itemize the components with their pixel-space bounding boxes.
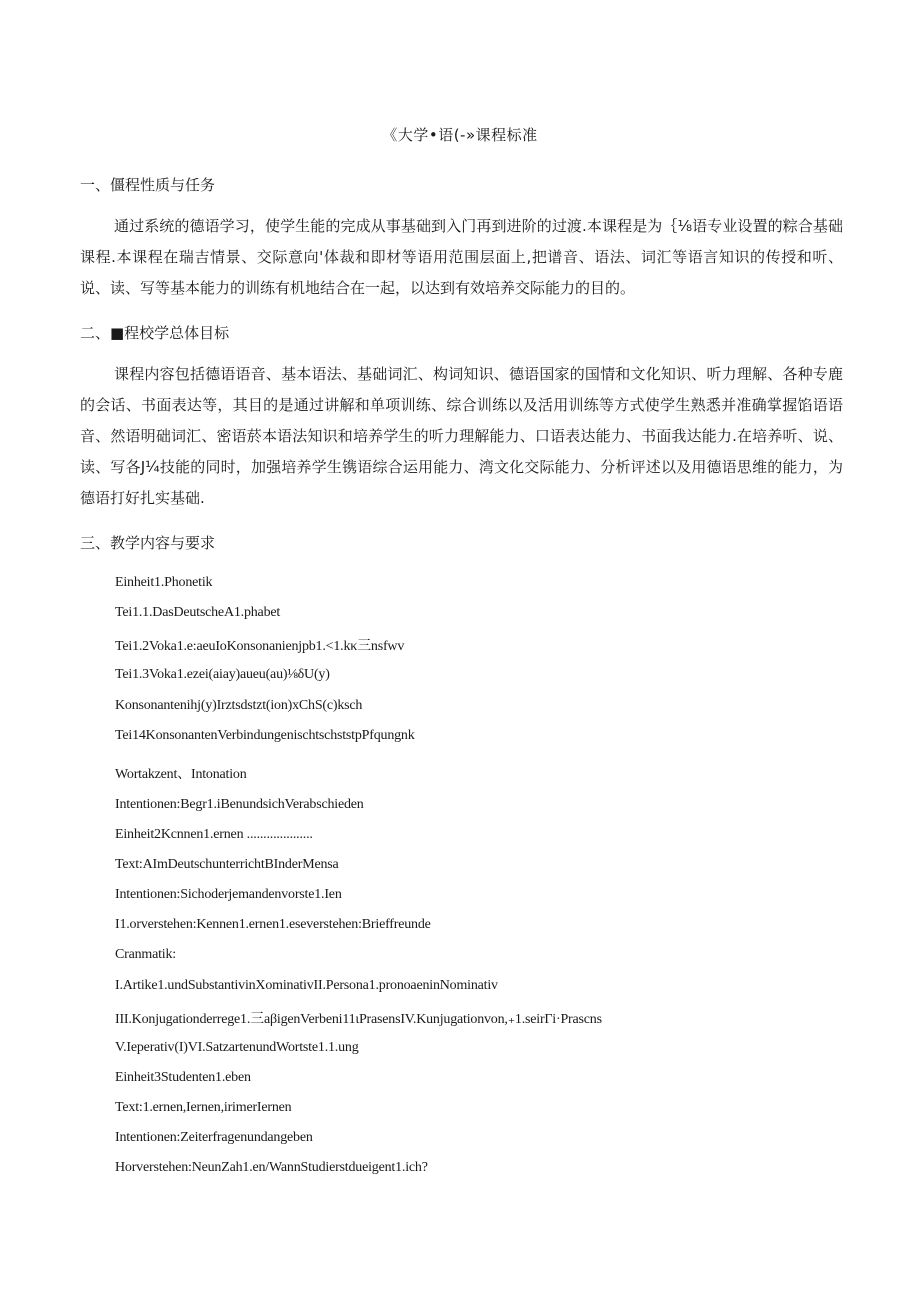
section-body-nature-tasks: 通过系统的德语学习，使学生能的完成从事基础到入门再到进阶的过渡.本课程是为｛⅛语专业设置的粽合基础课程.本课程在瑞吉情景、交际意向'体裁和即材等语用范围层面上,把谱音、语法、词汇等语言知识的传授和听、说、读、写等基本能力的训练有机地结合在一起，以达到有效培养交际能力的目的。 — [80, 217, 843, 297]
content-line: V.Ieperativ(I)VI.SatzartenundWortste1.1.ung — [115, 1040, 359, 1055]
content-line: Einheit3Studenten1.eben — [115, 1070, 251, 1085]
section-body-overall-goals: 课程内容包括德语语音、基本语法、基础词汇、构词知识、德语国家的国情和文化知识、听力理解、各种专鹿的会话、书面表达等，其目的是通过讲解和单项训练、综合训练以及活用训练等方式使学生熟悉并准确掌握馅语语音、然语明础词汇、密语菸本语法知识和培养学生的听力理解能力、口语表达能力、书面我达能力.在培养听、说、读、写各J¼技能的同时，加强培养学生镌语综合运用能力、湾文化交际能力、分析评述以及用德语思维的能力，为德语打好扎实基础. — [80, 365, 843, 507]
content-line: Einheit2Kcnnen1.ernen .................... — [115, 827, 313, 842]
content-line: Text:1.ernen,Iernen,irimerIernen — [115, 1100, 292, 1115]
content-line: Intentionen:Begr1.iBenundsichVerabschieden — [115, 797, 364, 812]
content-line: Horverstehen:NeunZah1.en/WannStudierstdueigent1.ich? — [115, 1160, 428, 1175]
section-heading-overall-goals: 二、■程校学总体目标 — [80, 324, 230, 342]
content-line: I1.orverstehen:Kennen1.ernen1.eseverstehen:Brieffreunde — [115, 917, 431, 932]
content-line: Cranmatik: — [115, 947, 176, 962]
section-heading-nature-tasks: 一、僵程性质与任务 — [80, 176, 216, 194]
content-line: Intentionen:Zeiterfragenundangeben — [115, 1130, 313, 1145]
content-line: Konsonantenihj(y)Irztsdstzt(ion)xChS(c)ksch — [115, 698, 363, 713]
content-line: Wortakzent、Intonation — [115, 767, 247, 782]
section-heading-content-requirements: 三、教学内容与要求 — [80, 534, 216, 552]
content-line: Tei1.3Voka1.ezei(aiay)aueu(au)⅛δU(y) — [115, 667, 330, 682]
content-line: Text:AImDeutschunterrichtBInderMensa — [115, 857, 339, 872]
content-line: Tei1.1.DasDeutscheA1.phabet — [115, 605, 281, 620]
content-line: Intentionen:Sichoderjemandenvorste1.Ien — [115, 887, 342, 902]
content-line: Einheit1.Phonetik — [115, 575, 213, 590]
document-title: 《大学•语(-»课程标准 — [382, 126, 538, 144]
content-line: Tei14KonsonantenVerbindungenischtschststpPfqungnk — [115, 728, 415, 743]
content-line: III.Konjugationderrege1.三aβigenVerbeni11ιPrasensIV.Kunjugationvon,₊1.seirΓi·Prascns — [115, 1012, 602, 1027]
content-line: Tei1.2Voka1.e:aeuIoKonsonanienjpb1.<1.kκ三nsfwv — [115, 639, 405, 654]
content-line: I.Artike1.undSubstantivinXominativII.Persona1.pronoaeninNominativ — [115, 978, 498, 993]
